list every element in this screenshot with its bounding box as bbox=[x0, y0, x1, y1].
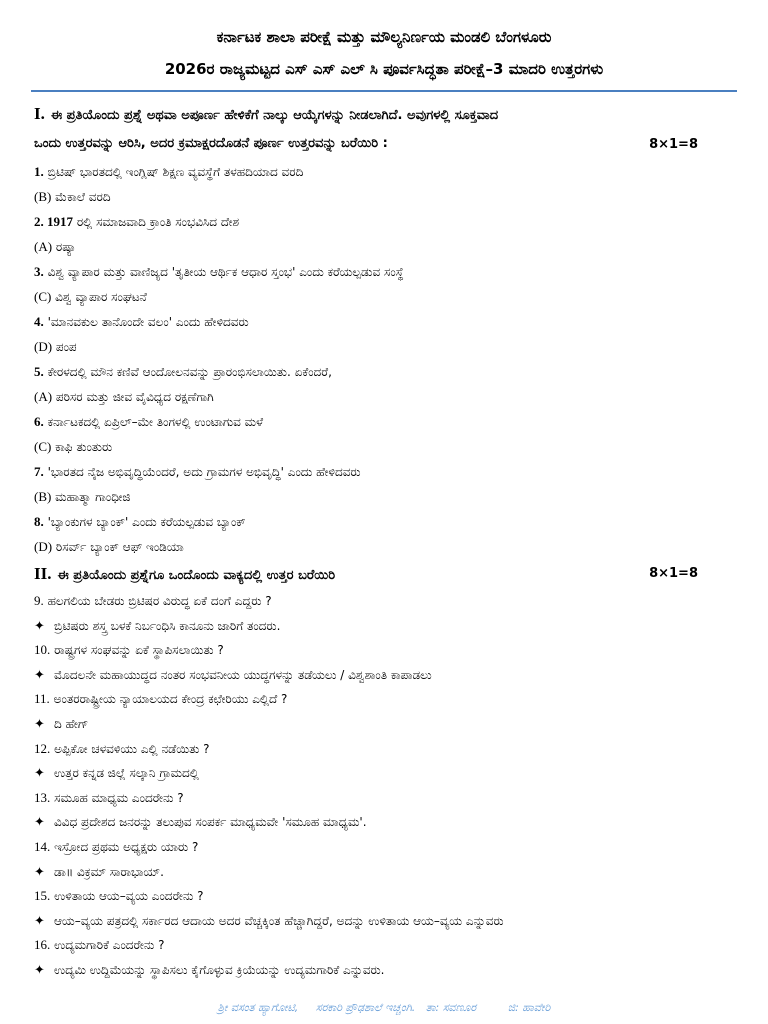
question bbox=[34, 690, 734, 708]
question-number: 15. bbox=[34, 888, 51, 903]
answer bbox=[34, 338, 734, 356]
question bbox=[34, 838, 734, 856]
answer-option: (D) bbox=[34, 539, 53, 554]
section-1-instruction-line2: ಒಂದು ಉತ್ತರವನ್ನು ಆರಿಸಿ, ಅದರ ಕ್ರಮಾಕ್ಷರದೊಡನೆ ಪೂರ್ಣ ಉತ್ತರವನ್ನು ಬರೆಯಿರಿ : bbox=[34, 136, 388, 151]
question bbox=[34, 641, 734, 659]
question-text: ಇಸ್ರೋದ ಪ್ರಥಮ ಅಧ್ಯಕ್ಷರು ಯಾರು ? bbox=[54, 840, 199, 854]
star-bullet-icon: ✦ bbox=[34, 815, 45, 830]
question-number: 3. bbox=[34, 264, 44, 279]
question-number: 8. bbox=[34, 514, 44, 529]
question-number: 10. bbox=[34, 642, 51, 657]
answer-text: ಕಾಫಿ ತುಂತುರು bbox=[55, 440, 113, 454]
question bbox=[34, 513, 734, 531]
answer bbox=[34, 288, 734, 306]
answer-text: ಮೊದಲನೇ ಮಹಾಯುದ್ಧದ ನಂತರ ಸಂಭವನೀಯ ಯುದ್ಧಗಳನ್ನು ತಡೆಯಲು / ವಿಶ್ವಶಾಂತಿ ಕಾಪಾಡಲು bbox=[54, 668, 432, 682]
header-divider bbox=[31, 90, 737, 92]
section-1-heading bbox=[34, 98, 704, 132]
answer-option: (B) bbox=[34, 489, 52, 504]
star-bullet-icon: ✦ bbox=[34, 766, 45, 781]
question-text: ರಲ್ಲಿ ಸಮಾಜವಾದಿ ಕ್ರಾಂತಿ ಸಂಭವಿಸಿದ ದೇಶ bbox=[76, 215, 240, 229]
answer-option: (A) bbox=[34, 389, 53, 404]
question bbox=[34, 463, 734, 481]
question-text: ರಾಷ್ಟ್ರಗಳ ಸಂಘವನ್ನು ಏಕೆ ಸ್ಥಾಪಿಸಲಾಯಿತು ? bbox=[54, 643, 224, 657]
question-text: ಕೇರಳದಲ್ಲಿ ಮೌನ ಕಣಿವೆ ಆಂದೋಲನವನ್ನು ಪ್ರಾರಂಭಿಸಲಾಯಿತು. ಏಕೆಂದರೆ, bbox=[47, 365, 332, 379]
answer-text: ಮೆಕಾಲೆ ವರದಿ bbox=[55, 190, 111, 204]
answer bbox=[34, 538, 734, 556]
answer bbox=[34, 488, 734, 506]
answer bbox=[34, 388, 734, 406]
answer-text: ಮಹಾತ್ಮಾ ಗಾಂಧೀಜಿ bbox=[55, 490, 131, 504]
question-number: 2. 1917 bbox=[34, 214, 73, 229]
question-number: 12. bbox=[34, 741, 51, 756]
star-bullet-icon: ✦ bbox=[34, 865, 45, 880]
answer bbox=[34, 188, 734, 206]
question-text: ವಿಶ್ವ ವ್ಯಾಪಾರ ಮತ್ತು ವಾಣಿಜ್ಯದ 'ತೃತೀಯ ಆರ್ಥಿಕ ಆಧಾರ ಸ್ತಂಭ' ಎಂದು ಕರೆಯಲ್ಪಡುವ ಸಂಸ್ಥೆ bbox=[47, 265, 404, 279]
question bbox=[34, 936, 734, 954]
section-1-number: I. bbox=[34, 104, 45, 123]
question-number: 16. bbox=[34, 937, 51, 952]
answer-text: ರಷ್ಯಾ bbox=[55, 240, 77, 254]
question bbox=[34, 313, 734, 331]
section-2-number: II. bbox=[34, 564, 52, 583]
question-text: ಅಂತರರಾಷ್ಟ್ರೀಯ ನ್ಯಾಯಾಲಯದ ಕೇಂದ್ರ ಕಛೇರಿಯು ಎಲ್ಲಿದೆ ? bbox=[53, 692, 288, 706]
question-text: 'ಭಾರತದ ನೈಜ ಅಭಿವೃದ್ಧಿಯೆಂದರೆ, ಅದು ಗ್ರಾಮಗಳ ಅಭಿವೃದ್ಧಿ' ಎಂದು ಹೇಳಿದವರು bbox=[47, 465, 361, 479]
answer-text: ಉದ್ಯಮಿ ಉದ್ದಿಮೆಯನ್ನು ಸ್ಥಾಪಿಸಲು ಕೈಗೊಳ್ಳುವ ಕ್ರಿಯೆಯನ್ನು ಉದ್ಯಮಗಾರಿಕೆ ಎನ್ನುವರು. bbox=[54, 963, 385, 977]
question-number: 13. bbox=[34, 790, 51, 805]
answer bbox=[34, 666, 734, 685]
question-text: ಸಮೂಹ ಮಾಧ್ಯಮ ಎಂದರೇನು ? bbox=[54, 791, 184, 805]
exam-title: 2026ರ ರಾಜ್ಯಮಟ್ಟದ ಎಸ್ ಎಸ್ ಎಲ್ ಸಿ ಪೂರ್ವಸಿದ್ಧತಾ ಪರೀಕ್ಷೆ–3 ಮಾದರಿ ಉತ್ತರಗಳು bbox=[164, 60, 604, 78]
star-bullet-icon: ✦ bbox=[34, 717, 45, 732]
question-number: 6. bbox=[34, 414, 44, 429]
answer-option: (B) bbox=[34, 189, 52, 204]
question-number: 5. bbox=[34, 364, 44, 379]
answer bbox=[34, 715, 734, 734]
answer-text: ಉತ್ತರ ಕನ್ನಡ ಜಿಲ್ಲೆ ಸಲ್ಕಾನಿ ಗ್ರಾಮದಲ್ಲಿ bbox=[54, 766, 199, 780]
answer bbox=[34, 813, 734, 832]
question-text: ಹಲಗಲಿಯ ಬೇಡರು ಬ್ರಿಟಿಷರ ವಿರುದ್ಧ ಏಕೆ ದಂಗೆ ಎದ್ದರು ? bbox=[47, 594, 272, 608]
star-bullet-icon: ✦ bbox=[34, 668, 45, 683]
answer-option: (D) bbox=[34, 339, 53, 354]
question-number: 14. bbox=[34, 839, 51, 854]
answer bbox=[34, 438, 734, 456]
question bbox=[34, 740, 734, 758]
answer-text: ವಿವಿಧ ಪ್ರದೇಶದ ಜನರನ್ನು ತಲುಪುವ ಸಂಪರ್ಕ ಮಾಧ್ಯಮವೇ 'ಸಮೂಹ ಮಾಧ್ಯಮ'. bbox=[54, 815, 367, 829]
answer-text: ಪಂಪ bbox=[55, 340, 77, 354]
answer-text: ಡಾ॥ ವಿಕ್ರಮ್ ಸಾರಾಭಾಯ್. bbox=[54, 865, 164, 879]
footer-author-credit: ಶ್ರೀ ವಸಂತ ಹ್ಯಾಗೋಟಿ, ಸರಕಾರಿ ಪ್ರೌಢಶಾಲೆ ಇಚ್ಚಂಗಿ. ತಾ: ಸವಣೂರ ಜಿ: ಹಾವೇರಿ bbox=[217, 1001, 551, 1014]
answer bbox=[34, 863, 734, 882]
question-number: 1. bbox=[34, 164, 44, 179]
question-text: ಉದ್ಯಮಗಾರಿಕೆ ಎಂದರೇನು ? bbox=[54, 938, 165, 952]
question bbox=[34, 163, 734, 181]
question-text: 'ಮಾನವಕುಲ ತಾನೊಂದೇ ವಲಂ' ಎಂದು ಹೇಳಿದವರು bbox=[47, 315, 249, 329]
question-text: ಕರ್ನಾಟಕದಲ್ಲಿ ಏಪ್ರಿಲ್–ಮೇ ತಿಂಗಳಲ್ಲಿ ಉಂಟಾಗುವ ಮಳೆ bbox=[47, 415, 264, 429]
question-text: 'ಬ್ಯಾಂಕುಗಳ ಬ್ಯಾಂಕ್' ಎಂದು ಕರೆಯಲ್ಪಡುವ ಬ್ಯಾಂಕ್ bbox=[47, 515, 246, 529]
answer-text: ಆಯ–ವ್ಯಯ ಪತ್ರದಲ್ಲಿ ಸರ್ಕಾರದ ಆದಾಯ ಅದರ ವೆಚ್ಚಕ್ಕಿಂತ ಹೆಚ್ಚಾಗಿದ್ದರೆ, ಅದನ್ನು ಉಳಿತಾಯ ಆಯ–ವ್ಯಯ ಎನ್ನುವರು bbox=[54, 914, 504, 928]
section-2-instruction: ಈ ಪ್ರತಿಯೊಂದು ಪ್ರಶ್ನೆಗೂ ಒಂದೊಂದು ವಾಕ್ಯದಲ್ಲಿ ಉತ್ತರ ಬರೆಯಿರಿ bbox=[57, 568, 336, 583]
star-bullet-icon: ✦ bbox=[34, 963, 45, 978]
answer bbox=[34, 961, 734, 980]
question bbox=[34, 789, 734, 807]
question bbox=[34, 213, 734, 231]
star-bullet-icon: ✦ bbox=[34, 619, 45, 634]
answer-text: ಪರಿಸರ ಮತ್ತು ಜೀವ ವೈವಿಧ್ಯದ ರಕ್ಷಣೆಗಾಗಿ bbox=[55, 390, 214, 404]
question-text: ಬ್ರಿಟಿಷ್ ಭಾರತದಲ್ಲಿ ಇಂಗ್ಲಿಷ್ ಶಿಕ್ಷಣ ವ್ಯವಸ್ಥೆಗೆ ತಳಹದಿಯಾದ ವರದಿ bbox=[47, 165, 304, 179]
question-text: ಅಪ್ಪಿಕೋ ಚಳವಳಿಯು ಎಲ್ಲಿ ನಡೆಯಿತು ? bbox=[54, 742, 210, 756]
star-bullet-icon: ✦ bbox=[34, 914, 45, 929]
board-title: ಕರ್ನಾಟಕ ಶಾಲಾ ಪರೀಕ್ಷೆ ಮತ್ತು ಮೌಲ್ಯನಿರ್ಣಯ ಮಂಡಲಿ ಬೆಂಗಳೂರು bbox=[216, 28, 552, 46]
answer-option: (C) bbox=[34, 439, 52, 454]
answer bbox=[34, 764, 734, 783]
answer-text: ವಿಶ್ವ ವ್ಯಾಪಾರ ಸಂಘಟನೆ bbox=[55, 290, 147, 304]
question-text: ಉಳಿತಾಯ ಆಯ–ವ್ಯಯ ಎಂದರೇನು ? bbox=[54, 889, 204, 903]
answer-text: ರಿಸರ್ವ್ ಬ್ಯಾಂಕ್ ಆಫ್ ಇಂಡಿಯಾ bbox=[55, 540, 184, 554]
answer-text: ಬ್ರಿಟಿಷರು ಶಸ್ತ್ರ ಬಳಕೆ ನಿರ್ಬಂಧಿಸಿ ಕಾನೂನು ಜಾರಿಗೆ ತಂದರು. bbox=[54, 619, 281, 633]
answer-option: (A) bbox=[34, 239, 53, 254]
answer-option: (C) bbox=[34, 289, 52, 304]
section-2-heading bbox=[34, 558, 704, 592]
question-number: 9. bbox=[34, 593, 44, 608]
question bbox=[34, 592, 734, 610]
answer bbox=[34, 617, 734, 636]
question bbox=[34, 363, 734, 381]
question bbox=[34, 413, 734, 431]
answer bbox=[34, 238, 734, 256]
question-number: 11. bbox=[34, 691, 50, 706]
question bbox=[34, 263, 734, 281]
section-1-marks: 8×1=8 bbox=[649, 137, 698, 152]
question-number: 7. bbox=[34, 464, 44, 479]
section-2-marks: 8×1=8 bbox=[649, 566, 698, 581]
question-number: 4. bbox=[34, 314, 44, 329]
question bbox=[34, 887, 734, 905]
section-1-instruction-line1: ಈ ಪ್ರತಿಯೊಂದು ಪ್ರಶ್ನೆ ಅಥವಾ ಅಪೂರ್ಣ ಹೇಳಿಕೆಗೆ ನಾಲ್ಕು ಆಯ್ಕೆಗಳನ್ನು ನೀಡಲಾಗಿದೆ. ಅವುಗಳಲ್ಲಿ ಸೂಕ್ತವಾದ bbox=[50, 108, 499, 123]
answer bbox=[34, 912, 734, 931]
answer-text: ದಿ ಹೇಗ್ bbox=[54, 717, 89, 731]
